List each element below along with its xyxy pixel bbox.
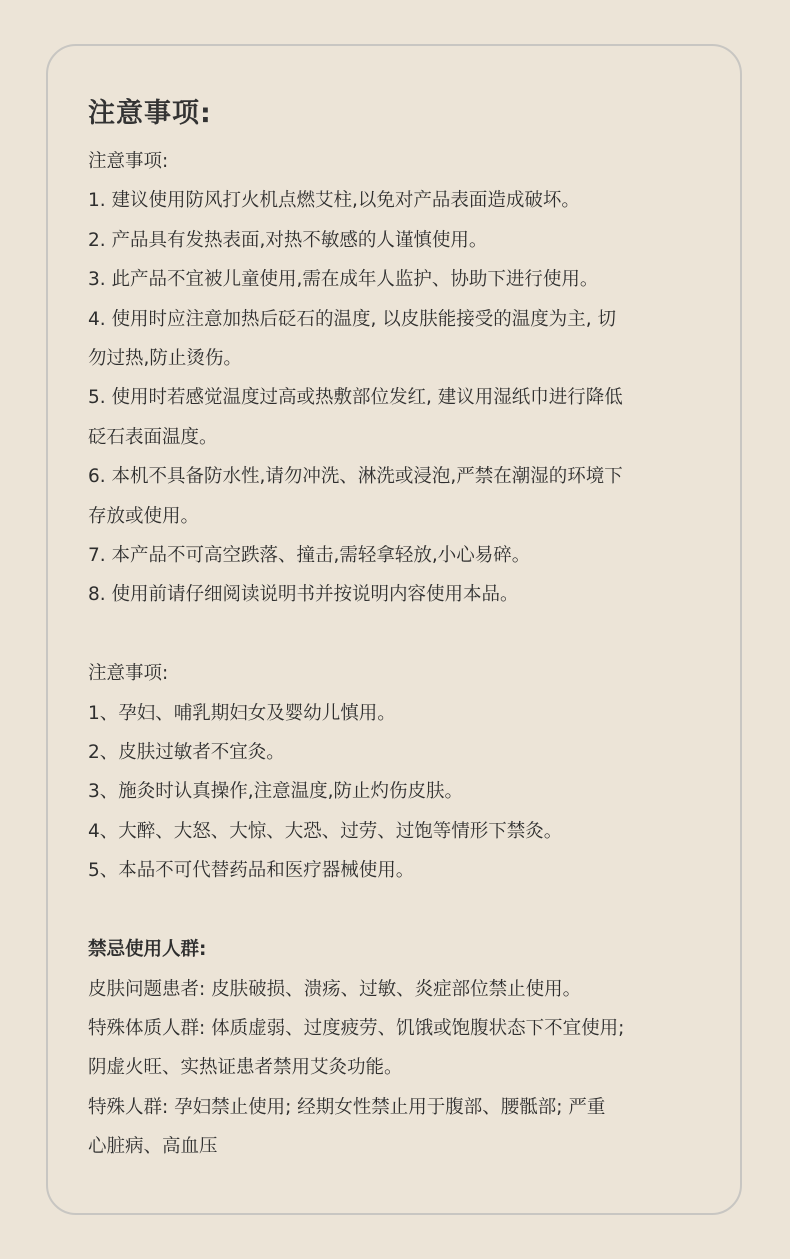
list-item: 4、大醉、大怒、大惊、大恐、过劳、过饱等情形下禁灸。 [88, 820, 563, 842]
list-item: 4. 使用时应注意加热后砭石的温度, 以皮肤能接受的温度为主, 切 [88, 308, 617, 330]
list-item: 2. 产品具有发热表面,对热不敏感的人谨慎使用。 [88, 229, 488, 251]
list-item: 存放或使用。 [88, 505, 200, 527]
section-heading: 注意事项: [88, 663, 169, 685]
list-item: 皮肤问题患者: 皮肤破损、溃疡、过敏、炎症部位禁止使用。 [88, 978, 582, 1000]
precautions-section-1 [88, 142, 700, 615]
list-item: 砭石表面温度。 [88, 426, 218, 448]
list-item: 3、施灸时认真操作,注意温度,防止灼伤皮肤。 [88, 781, 464, 803]
list-item: 阴虚火旺、实热证患者禁用艾灸功能。 [88, 1057, 403, 1079]
page-title: 注意事项: [88, 98, 212, 129]
notice-card [46, 44, 742, 1215]
list-item: 5、本品不可代替药品和医疗器械使用。 [88, 860, 415, 882]
list-item: 5. 使用时若感觉温度过高或热敷部位发红, 建议用湿纸巾进行降低 [88, 387, 623, 409]
list-item: 3. 此产品不宜被儿童使用,需在成年人监护、协助下进行使用。 [88, 269, 599, 291]
precautions-section-2 [88, 654, 700, 890]
list-item: 7. 本产品不可高空跌落、撞击,需轻拿轻放,小心易碎。 [88, 545, 531, 567]
list-item: 1. 建议使用防风打火机点燃艾柱,以免对产品表面造成破坏。 [88, 190, 580, 212]
contraindications-section [88, 930, 700, 1166]
list-item: 勿过热,防止烫伤。 [88, 348, 242, 370]
section-heading: 注意事项: [88, 151, 169, 172]
spacer [88, 891, 700, 930]
list-item: 2、皮肤过敏者不宜灸。 [88, 742, 285, 764]
list-item: 特殊人群: 孕妇禁止使用; 经期女性禁止用于腹部、腰骶部; 严重 [88, 1096, 606, 1118]
list-item: 1、孕妇、哺乳期妇女及婴幼儿慎用。 [88, 702, 396, 724]
spacer [88, 615, 700, 654]
section-heading: 禁忌使用人群: [88, 939, 207, 961]
list-item: 6. 本机不具备防水性,请勿冲洗、淋洗或浸泡,严禁在潮湿的环境下 [88, 466, 623, 488]
list-item: 8. 使用前请仔细阅读说明书并按说明内容使用本品。 [88, 584, 519, 606]
list-item: 特殊体质人群: 体质虚弱、过度疲劳、饥饿或饱腹状态下不宜使用; [88, 1017, 625, 1039]
list-item: 心脏病、高血压 [88, 1136, 218, 1158]
